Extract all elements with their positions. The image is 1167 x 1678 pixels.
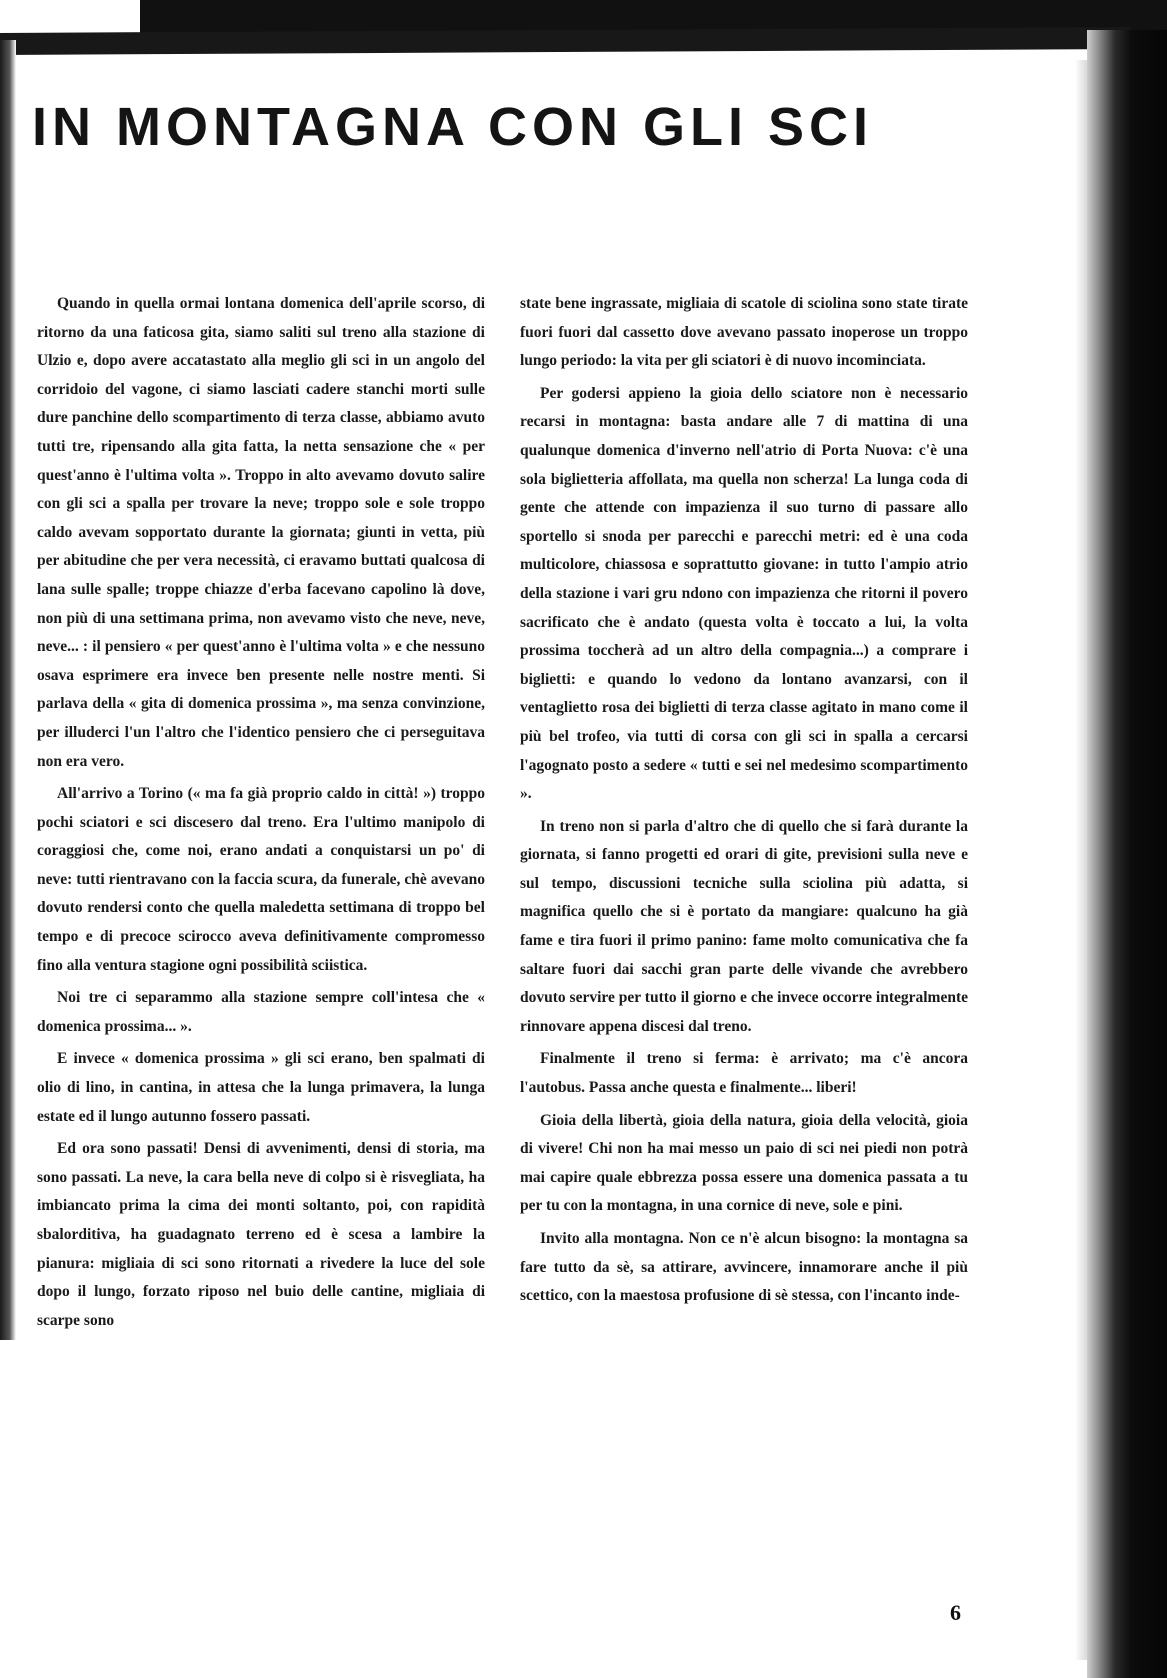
paragraph: Ed ora sono passati! Densi di avvenimenti, densi di storia, ma sono passati. La neve, la cara bella neve di colpo si è risvegliata, ha imbiancato prima la cima dei monti soltanto, poi, con rapidità sbalorditiva, ha guadagnato terreno ed è scesa a lambire la pianura: migliaia di sci sono ritornati a rivedere la luce del sole dopo il lungo, forzato riposo nel buio delle cantine, migliaia di scarpe sono — [37, 1140, 485, 1329]
paragraph: Quando in quella ormai lontana domenica dell'aprile scorso, di ritorno da una faticosa gita, siamo saliti sul treno alla stazione di Ulzio e, dopo avere accatastato alla meglio gli sci in un angolo del corridoio del vagone, ci siamo lasciati cadere stanchi morti sulle dure panchine dello scompartimento di terza classe, abbiamo avuto tutti tre, ripensando alla gita fatta, la netta sensazione che « per quest'anno è l'ultima volta ». Troppo in alto avevamo dovuto salire con gli sci a spalla per trovare la neve; troppo sole e sole troppo caldo avevam sopportato durante la giornata; giunti in vetta, più per abitudine che per vera necessità, ci eravamo buttati qualcosa di lana sulle spalle; troppe chiazze d'erba facevano capolino là dove, non più di una settimana prima, non avevamo visto che neve, neve, neve... : il pensiero « per quest'anno è l'ultima volta » e che nessuno osava esprimere era invece ben presente nelle nostre menti. Si parlava della « gita di domenica prossima », ma senza convinzione, per illuderci l'un l'altro che l'identico pensiero che ci perseguitava non era vero. — [37, 295, 485, 770]
paragraph: E invece « domenica prossima » gli sci erano, ben spalmati di olio di lino, in cantina, in attesa che la lunga primavera, la lunga estate ed il lungo autunno fossero passati. — [37, 1050, 485, 1125]
scan-border-right — [1087, 30, 1167, 1678]
page-number: 6 — [950, 1600, 961, 1625]
paragraph: Finalmente il treno si ferma: è arrivato; ma c'è ancora l'autobus. Passa anche questa e finalmente... liberi! — [520, 1050, 968, 1097]
paragraph: In treno non si parla d'altro che di quello che si farà durante la giornata, si fanno progetti ed orari di gite, previsioni sulla neve e sul tempo, discussioni tecniche sulla sciolina più adatta, si magnifica quello che si è portato da mangiare: qualcuno ha già fame e tira fuori il primo panino: fame molto comunicativa che fa saltare fuori dai sacchi gran parte delle vivande che avrebbero dovuto servire per tutto il giorno e che invece occorre integralmente rinnovare appena discesi dal treno. — [520, 817, 968, 1035]
paragraph: Gioia della libertà, gioia della natura, gioia della velocità, gioia di vivere! Chi non ha mai messo un paio di sci nei piedi non potrà mai capire quale ebbrezza possa essere una domenica passata a tu per tu con la montagna, in una cornice di neve, sole e pini. — [520, 1111, 968, 1215]
paragraph: Invito alla montagna. Non ce n'è alcun bisogno: la montagna sa fare tutto da sè, sa attirare, avvincere, innamorare anche il più scettico, con la maestosa profusione di sè stessa, con l'incanto inde- — [520, 1230, 968, 1305]
scan-border-left — [0, 40, 16, 1340]
paragraph: Per godersi appieno la gioia dello sciatore non è necessario recarsi in montagna: basta andare alle 7 di mattina di una qualunque domenica d'inverno nell'atrio di Porta Nuova: c'è una sola biglietteria affollata, ma quella non scherza! La lunga coda di gente che attende con impazienza il suo turno di passare allo sportello si snoda per parecchi e parecchi metri: ed è una coda multicolore, chiassosa e soprattutto giovane: in tutto l'ampio atrio della stazione i vari gru ndono con impazienza che ritorni il povero sacrificato che è andato (questa volta è toccato a lui, la volta prossima toccherà ad un altro della compagnia...) a comprare i biglietti: e quando lo vedono da lontano avanzarsi, con il ventaglietto rosa dei biglietti di terza classe agitato in mano come il più bel trofeo, via tutti di corsa con gli sci in spalla a cercarsi l'agognato posto a sedere « tutti e sei nel medesimo scompartimento ». — [520, 384, 968, 803]
article-column-left — [37, 290, 485, 1335]
paragraph: All'arrivo a Torino (« ma fa già proprio caldo in città! ») troppo pochi sciatori e sci discesero dal treno. Era l'ultimo manipolo di coraggiosi che, come noi, erano andati a conquistarsi un po' di neve: tutti rientravano con la faccia scura, da funerale, chè avevano dovuto rendersi conto che quella maledetta settimana di troppo bel tempo e di precoce scirocco aveva definitivamente compromesso fino alla ventura stagione ogni possibilità sciistica. — [37, 785, 485, 974]
article-column-right — [520, 290, 968, 1311]
scan-page-edge-top — [0, 27, 1130, 55]
paragraph-continued: state bene ingrassate, migliaia di scatole di sciolina sono state tirate fuori fuori dal cassetto dove avevano passato inoperose un troppo lungo periodo: la vita per gli sciatori è di nuovo incominciata. — [520, 295, 968, 370]
paragraph: Noi tre ci separammo alla stazione sempre coll'intesa che « domenica prossima... ». — [37, 989, 485, 1035]
page-title: IN MONTAGNA CON GLI SCI — [32, 97, 873, 157]
scan-page-curl-shadow — [1075, 60, 1087, 1660]
